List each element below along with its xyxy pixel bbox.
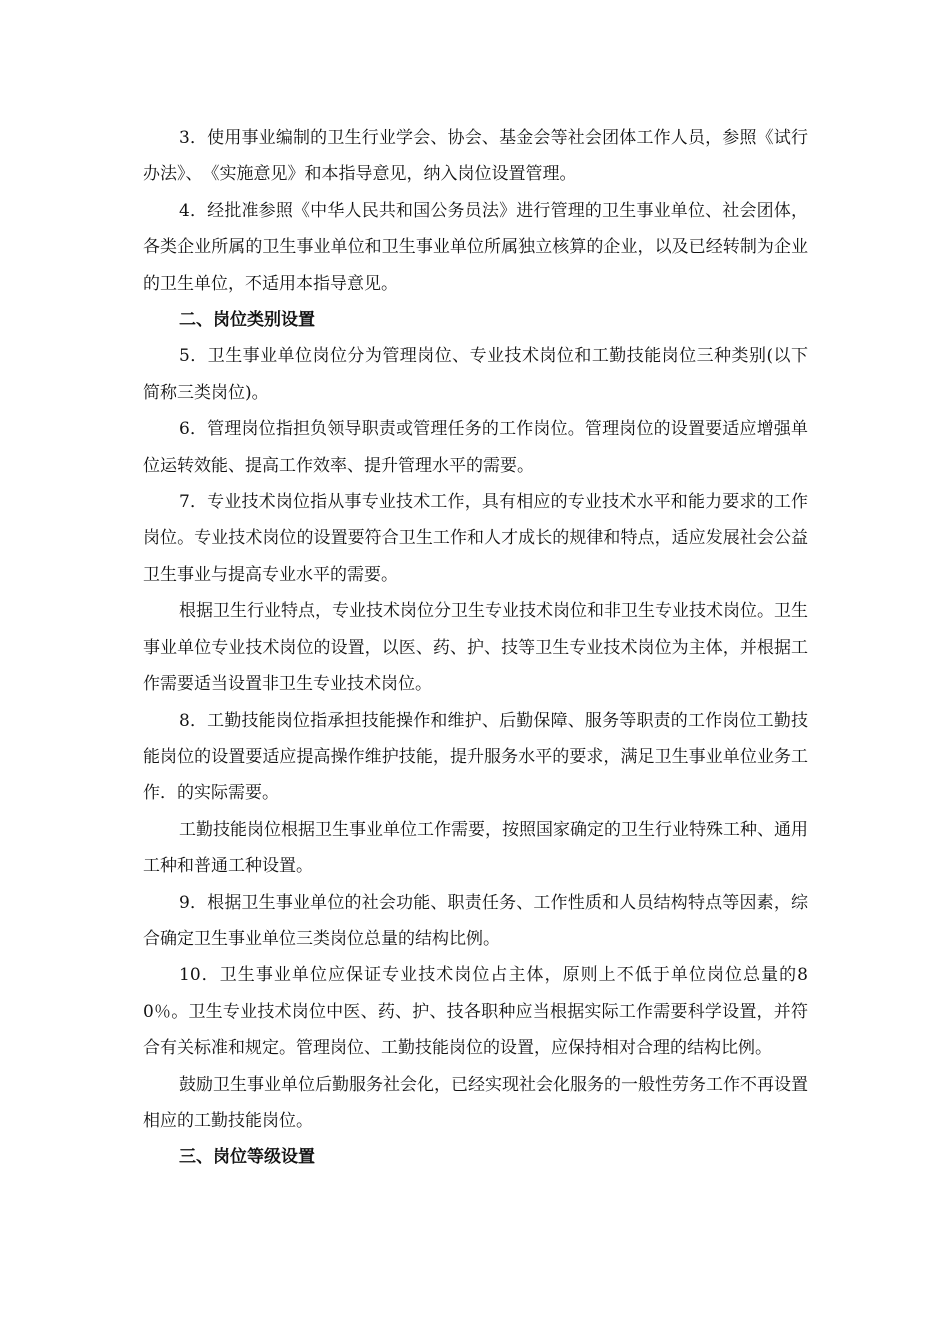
paragraph-item-10: 10．卫生事业单位应保证专业技术岗位占主体，原则上不低于单位岗位总量的80％。卫生专业技术岗位中医、药、护、技各职种应当根据实际工作需要科学设置，并符合有关标准和规定。管理岗位、工勤技能岗位的设置，应保持相对合理的结构比例。 [143, 965, 808, 1059]
paragraph-item-5: 5．卫生事业单位岗位分为管理岗位、专业技术岗位和工勤技能岗位三种类别(以下简称三类岗位)。 [143, 346, 808, 403]
paragraph-professional-technical-posts: 根据卫生行业特点，专业技术岗位分卫生专业技术岗位和非卫生专业技术岗位。卫生事业单位专业技术岗位的设置，以医、药、护、技等卫生专业技术岗位为主体，并根据工作需要适当设置非卫生专业技术岗位。 [143, 601, 808, 695]
section-heading-post-grades: 三、岗位等级设置 [179, 1147, 315, 1168]
document-body [143, 120, 808, 1176]
paragraph-item-3: 3．使用事业编制的卫生行业学会、协会、基金会等社会团体工作人员，参照《试行办法》、 《实施意见》和本指导意见，纳入岗位设置管理。 [143, 128, 808, 185]
paragraph-skilled-worker-posts: 工勤技能岗位根据卫生事业单位工作需要，按照国家确定的卫生行业特殊工种、通用工种和普通工种设置。 [143, 819, 808, 877]
section-heading-post-categories: 二、岗位类别设置 [179, 310, 315, 331]
paragraph-item-6: 6．管理岗位指担负领导职责或管理任务的工作岗位。管理岗位的设置要适应增强单位运转效能、提高工作效率、提升管理水平的需要。 [143, 419, 808, 476]
paragraph-logistics-socialization: 鼓励卫生事业单位后勤服务社会化，已经实现社会化服务的一般性劳务工作不再设置相应的工勤技能岗位。 [143, 1074, 808, 1131]
paragraph-item-4: 4．经批准参照《中华人民共和国公务员法》进行管理的卫生事业单位、社会团体，各类企业所属的卫生事业单位和卫生事业单位所属独立核算的企业，以及已经转制为企业的卫生单位，不适用本指导意见。 [143, 200, 808, 294]
paragraph-item-7: 7．专业技术岗位指从事专业技术工作，具有相应的专业技术水平和能力要求的工作岗位。专业技术岗位的设置要符合卫生工作和人才成长的规律和特点，适应发展社会公益卫生事业与提高专业水平的需要。 [143, 492, 808, 585]
paragraph-item-9: 9．根据卫生事业单位的社会功能、职责任务、工作性质和人员结构特点等因素，综合确定卫生事业单位三类岗位总量的结构比例。 [143, 892, 808, 949]
paragraph-item-8: 8．工勤技能岗位指承担技能操作和维护、后勤保障、服务等职责的工作岗位工勤技能岗位的设置要适应提高操作维护技能，提升服务水平的要求，满足卫生事业单位业务工作．的实际需要。 [143, 710, 808, 804]
